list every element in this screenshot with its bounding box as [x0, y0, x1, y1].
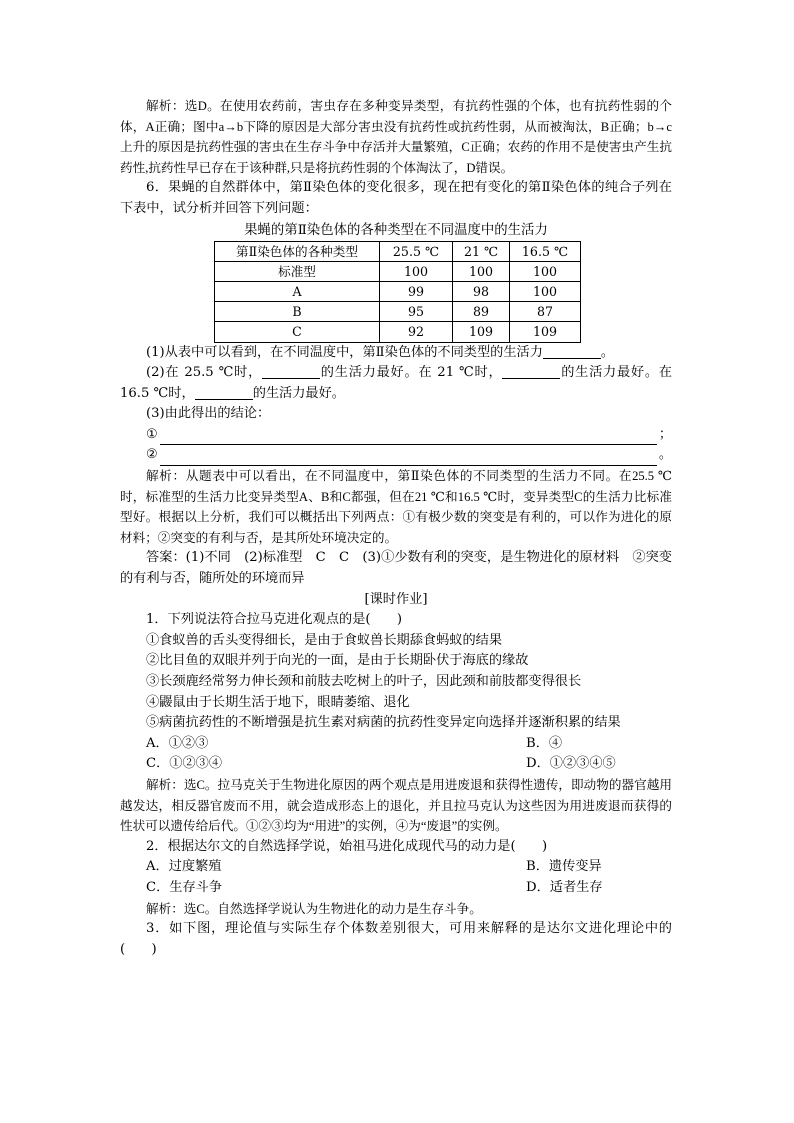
table-cell: 100	[510, 261, 581, 281]
answer-blank[interactable]	[262, 364, 320, 379]
table-row	[215, 261, 581, 281]
document-page	[120, 96, 672, 960]
conclusion-label-2: ②	[146, 447, 158, 463]
q6-sub2-text-b: 的生活力最好。在 21 ℃时，	[320, 365, 503, 381]
viability-table	[214, 241, 581, 343]
hw3-stem: 3．如下图，理论值与实际生存个体数差别很大，可用来解释的是达尔文进化理论中的( )	[120, 921, 672, 957]
table-cell: C	[215, 322, 380, 342]
table-cell: 109	[453, 322, 510, 342]
answer-blank[interactable]	[195, 385, 253, 400]
table-cell: 100	[453, 261, 510, 281]
table-header-row	[215, 241, 581, 261]
hw1-options-row-1	[120, 734, 672, 755]
table-row	[215, 281, 581, 301]
table-cell: 109	[510, 322, 581, 342]
q6-sub1	[120, 343, 672, 364]
answer-blank[interactable]	[543, 344, 601, 359]
q6-sub2-text-d: 的生活力最好。	[252, 385, 345, 401]
option-c[interactable]: C．生存斗争	[146, 879, 223, 895]
table-cell: 99	[380, 281, 453, 301]
q6-sub3: (3)由此得出的结论：	[146, 406, 271, 422]
answer-line[interactable]	[160, 450, 657, 466]
table-cell: 87	[510, 302, 581, 322]
table-row	[215, 302, 581, 322]
q6-stem: 6．果蝇的自然群体中，第Ⅱ染色体的变化很多，现在把有变化的第Ⅱ染色体的纯合子列在下表中，试分析并回答下列问题：	[120, 180, 672, 216]
table-cell: A	[215, 281, 380, 301]
table-cell: 100	[510, 281, 581, 301]
q6-sub2-text-c: 的生活力最好。在 16.5 ℃时，	[120, 365, 672, 401]
hw2-explanation: 解析：选C。自然选择学说认为生物进化的动力是生存斗争。	[146, 901, 482, 916]
hw1-stem: 1．下列说法符合拉马克进化观点的是( )	[146, 612, 403, 628]
q6-explanation: 解析：从题表中可以看出，在不同温度中，第Ⅱ染色体的不同类型的生活力不同。在25.5 ℃时，标准型的生活力比变异类型A、B和C都强，但在21 ℃和16.5 ℃时，变异类型C的生活力比标准型好。根据以上分析，我们可以概括出下列两点：①有极少数的突变是有利的，可以作为进化的原材料；②突变的有利与否，是其所处环境决定的。	[120, 469, 672, 545]
q6-sub2-text-a: (2)在 25.5 ℃时，	[146, 365, 263, 381]
hw1-item: ③长颈鹿经常努力伸长颈和前肢去吃树上的叶子，因此颈和前肢都变得很长	[146, 674, 582, 689]
table-cell: 89	[453, 302, 510, 322]
table-caption: 果蝇的第Ⅱ染色体的各种类型在不同温度中的生活力	[244, 222, 548, 238]
answer-line[interactable]	[160, 429, 657, 445]
option-b[interactable]: B．④	[526, 735, 563, 751]
option-d[interactable]: D．适者生存	[526, 879, 603, 895]
hw1-item: ②比目鱼的双眼并列于向光的一面，是由于长期卧伏于海底的缘故	[146, 653, 529, 669]
option-a[interactable]: A．①②③	[146, 735, 209, 751]
answer-blank[interactable]	[502, 364, 560, 379]
table-cell: 标准型	[215, 261, 380, 281]
table-header-cell: 21 ℃	[453, 241, 510, 261]
hw1-item: ①食蚁兽的舌头变得细长，是由于食蚁兽长期舔食蚂蚁的结果	[146, 632, 503, 648]
q6-sub2	[120, 363, 672, 404]
table-cell: 95	[380, 302, 453, 322]
table-cell: 100	[380, 261, 453, 281]
table-cell: 98	[453, 281, 510, 301]
option-c[interactable]: C．①②③④	[146, 756, 223, 772]
section-title: [课时作业]	[364, 591, 428, 607]
table-cell: 92	[380, 322, 453, 342]
hw2-options-row-2	[120, 878, 672, 899]
hw2-options-row-1	[120, 857, 672, 878]
q5-explanation: 解析：选D。在使用农药前，害虫存在多种变异类型，有抗药性强的个体，也有抗药性弱的个体，A正确；图中a→b下降的原因是大部分害虫没有抗药性或抗药性弱，从而被淘汰，B正确；b→c上升的原因是抗药性强的害虫在生存斗争中存活并大量繁殖，C正确；农药的作用不是使害虫产生抗药性,抗药性早已存在于该种群,只是将抗药性弱的个体淘汰了，D错误。	[120, 99, 672, 175]
conclusion-label-1: ①	[146, 426, 158, 442]
conclusion-line-2	[120, 445, 672, 466]
table-header-cell: 16.5 ℃	[510, 241, 581, 261]
option-a[interactable]: A．过度繁殖	[146, 859, 222, 875]
hw1-item: ⑤病菌抗药性的不断增强是抗生素对病菌的抗药性变异定向选择并逐渐积累的结果	[146, 715, 621, 731]
table-header-cell: 第Ⅱ染色体的各种类型	[215, 241, 380, 261]
q6-answer: 答案：(1)不同 (2)标准型 C C (3)①少数有利的突变，是生物进化的原材料 ②突变的有利与否，随所处的环境而异	[120, 550, 672, 587]
table-row	[215, 322, 581, 342]
option-b[interactable]: B．遗传变异	[526, 859, 602, 875]
q6-sub1-end: 。	[600, 344, 615, 360]
conclusion-line-1	[120, 425, 672, 446]
q6-sub1-text: (1)从表中可以看到，在不同温度中，第Ⅱ染色体的不同类型的生活力	[146, 344, 543, 360]
hw1-options-row-2	[120, 754, 672, 775]
table-cell: B	[215, 302, 380, 322]
hw1-explanation: 解析：选C。拉马克关于生物进化原因的两个观点是用进废退和获得性遗传，即动物的器官越用越发达，相反器官废而不用，就会造成形态上的退化，并且拉马克认为这些因为用进废退而获得的性状可以遗传给后代。①②③均为“用进”的实例，④为“废退”的实例。	[120, 777, 672, 834]
hw2-stem: 2．根据达尔文的自然选择学说，始祖马进化成现代马的动力是( )	[146, 838, 548, 854]
hw1-item: ④鼹鼠由于长期生活于地下，眼睛萎缩、退化	[146, 694, 410, 710]
conclusion-end-2: 。	[658, 447, 672, 463]
option-d[interactable]: D．①②③④⑤	[526, 756, 616, 772]
table-header-cell: 25.5 ℃	[380, 241, 453, 261]
conclusion-end-1: ；	[658, 426, 672, 442]
